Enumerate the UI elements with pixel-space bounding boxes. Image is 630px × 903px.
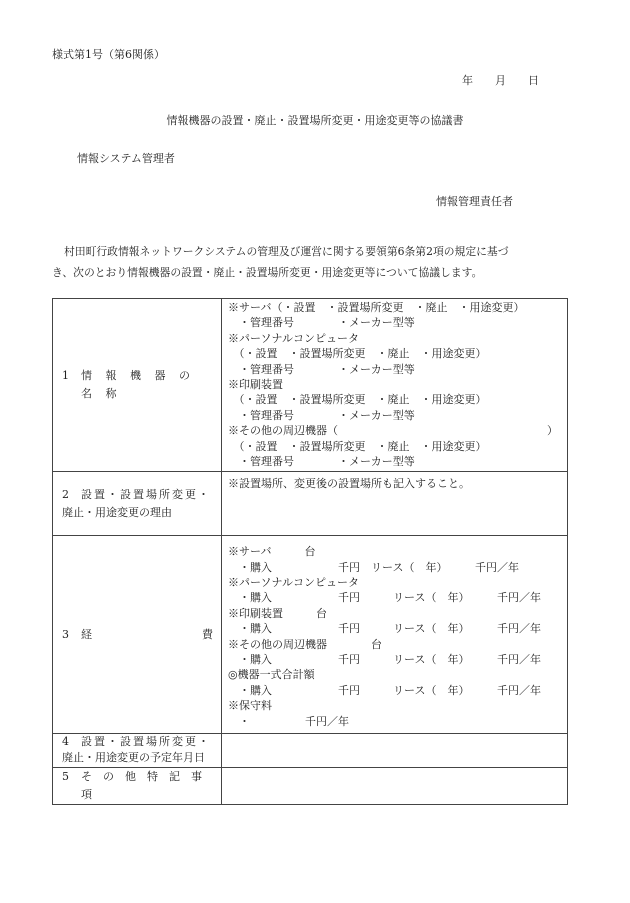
line-printer-count: ※印刷装置 台 <box>228 606 327 620</box>
line-server-mgmt: ・管理番号 ・メーカー型等 <box>228 316 415 330</box>
line-server-cost: ・購入 千円 リース（ 年） 千円／年 <box>228 560 519 574</box>
line-pc-mgmt: ・管理番号 ・メーカー型等 <box>228 362 415 376</box>
intro-line-1: 村田町行政情報ネットワークシステムの管理及び運営に関する要領第6条第2項の規定に基づ <box>64 245 509 258</box>
agreement-form-table <box>52 298 568 805</box>
line-server-count: ※サーバ 台 <box>228 545 316 559</box>
label-cell-reason <box>53 472 222 536</box>
line-printer-cost: ・購入 千円 リース（ 年） 千円／年 <box>228 622 541 636</box>
sender-title: 情報管理責任者 <box>436 195 513 208</box>
line-printer: ※印刷装置 <box>228 377 283 391</box>
row-label-line-2: 廃止・用途変更の理由 <box>62 505 172 519</box>
row-label <box>53 626 221 644</box>
line-peripheral-options: （・設置 ・設置場所変更 ・廃止 ・用途変更） <box>228 439 487 453</box>
line-pc: ※パーソナルコンピュータ <box>228 331 360 345</box>
form-number: 様式第1号（第6関係） <box>52 48 165 61</box>
row-number: 2 <box>62 487 71 501</box>
row-label-line-1: 設置・設置場所変更・ <box>81 735 211 749</box>
row-device-name <box>53 299 568 472</box>
row-label-left: 経 <box>81 627 92 641</box>
row-label <box>53 768 221 804</box>
row-number: 4 <box>62 735 71 749</box>
label-cell-special-notes <box>53 767 222 804</box>
value-cell-device-name[interactable] <box>222 299 568 472</box>
label-cell-device-name <box>53 299 222 472</box>
row-reason <box>53 472 568 536</box>
line-peripheral-count: ※その他の周辺機器 台 <box>228 637 382 651</box>
document-title: 情報機器の設置・廃止・設置場所変更・用途変更等の協議書 <box>166 114 464 127</box>
row-label-text: その他特記事項 <box>81 769 213 801</box>
line-pc-cost: ・購入 千円 リース（ 年） 千円／年 <box>228 591 541 605</box>
addressee: 情報システム管理者 <box>77 152 175 165</box>
device-name-lines <box>222 299 567 471</box>
value-cell-scheduled-date[interactable] <box>222 733 568 767</box>
date-line: 年 月 日 <box>462 74 539 87</box>
row-scheduled-date <box>53 733 568 767</box>
row-label-text: 情報機器の名称 <box>81 369 204 401</box>
line-printer-mgmt: ・管理番号 ・メーカー型等 <box>228 408 415 422</box>
line-peripheral-mgmt: ・管理番号 ・メーカー型等 <box>228 454 415 468</box>
line-pc-options: （・設置 ・設置場所変更 ・廃止 ・用途変更） <box>228 347 487 361</box>
value-cell-expenses[interactable] <box>222 536 568 734</box>
row-number: 5 <box>62 769 69 783</box>
row-label <box>53 486 221 522</box>
line-total-heading: ◎機器一式合計額 <box>228 668 315 682</box>
line-peripheral: ※その他の周辺機器（ ） <box>228 424 558 438</box>
line-total-cost: ・購入 千円 リース（ 年） 千円／年 <box>228 683 541 697</box>
line-peripheral-cost: ・購入 千円 リース（ 年） 千円／年 <box>228 653 541 667</box>
intro-line-2: き、次のとおり情報機器の設置・廃止・設置場所変更・用途変更等について協議します。 <box>52 266 483 279</box>
label-cell-scheduled-date <box>53 733 222 767</box>
line-maintenance: ※保守料 <box>228 699 272 713</box>
row-label-right: 費 <box>202 627 213 641</box>
line-reason-note: ※設置場所、変更後の設置場所も記入すること。 <box>228 477 470 491</box>
expense-lines <box>222 536 567 733</box>
line-maintenance-cost: ・ 千円／年 <box>228 714 349 728</box>
row-label <box>53 367 221 403</box>
reason-lines <box>222 472 567 493</box>
label-cell-expenses <box>53 536 222 734</box>
row-special-notes <box>53 767 568 804</box>
row-number: 1 <box>62 369 69 383</box>
line-pc-heading: ※パーソナルコンピュータ <box>228 576 360 590</box>
value-cell-reason[interactable] <box>222 472 568 536</box>
line-printer-options: （・設置 ・設置場所変更 ・廃止 ・用途変更） <box>228 393 487 407</box>
line-server: ※サーバ（・設置 ・設置場所変更 ・廃止 ・用途変更） <box>228 301 525 314</box>
row-label-line-1: 設置・設置場所変更・ <box>81 487 211 501</box>
row-label-line-2: 廃止・用途変更の予定年月日 <box>62 751 205 765</box>
value-cell-special-notes[interactable] <box>222 767 568 804</box>
row-expenses <box>53 536 568 734</box>
row-number: 3 <box>62 627 69 641</box>
row-label <box>53 734 221 766</box>
